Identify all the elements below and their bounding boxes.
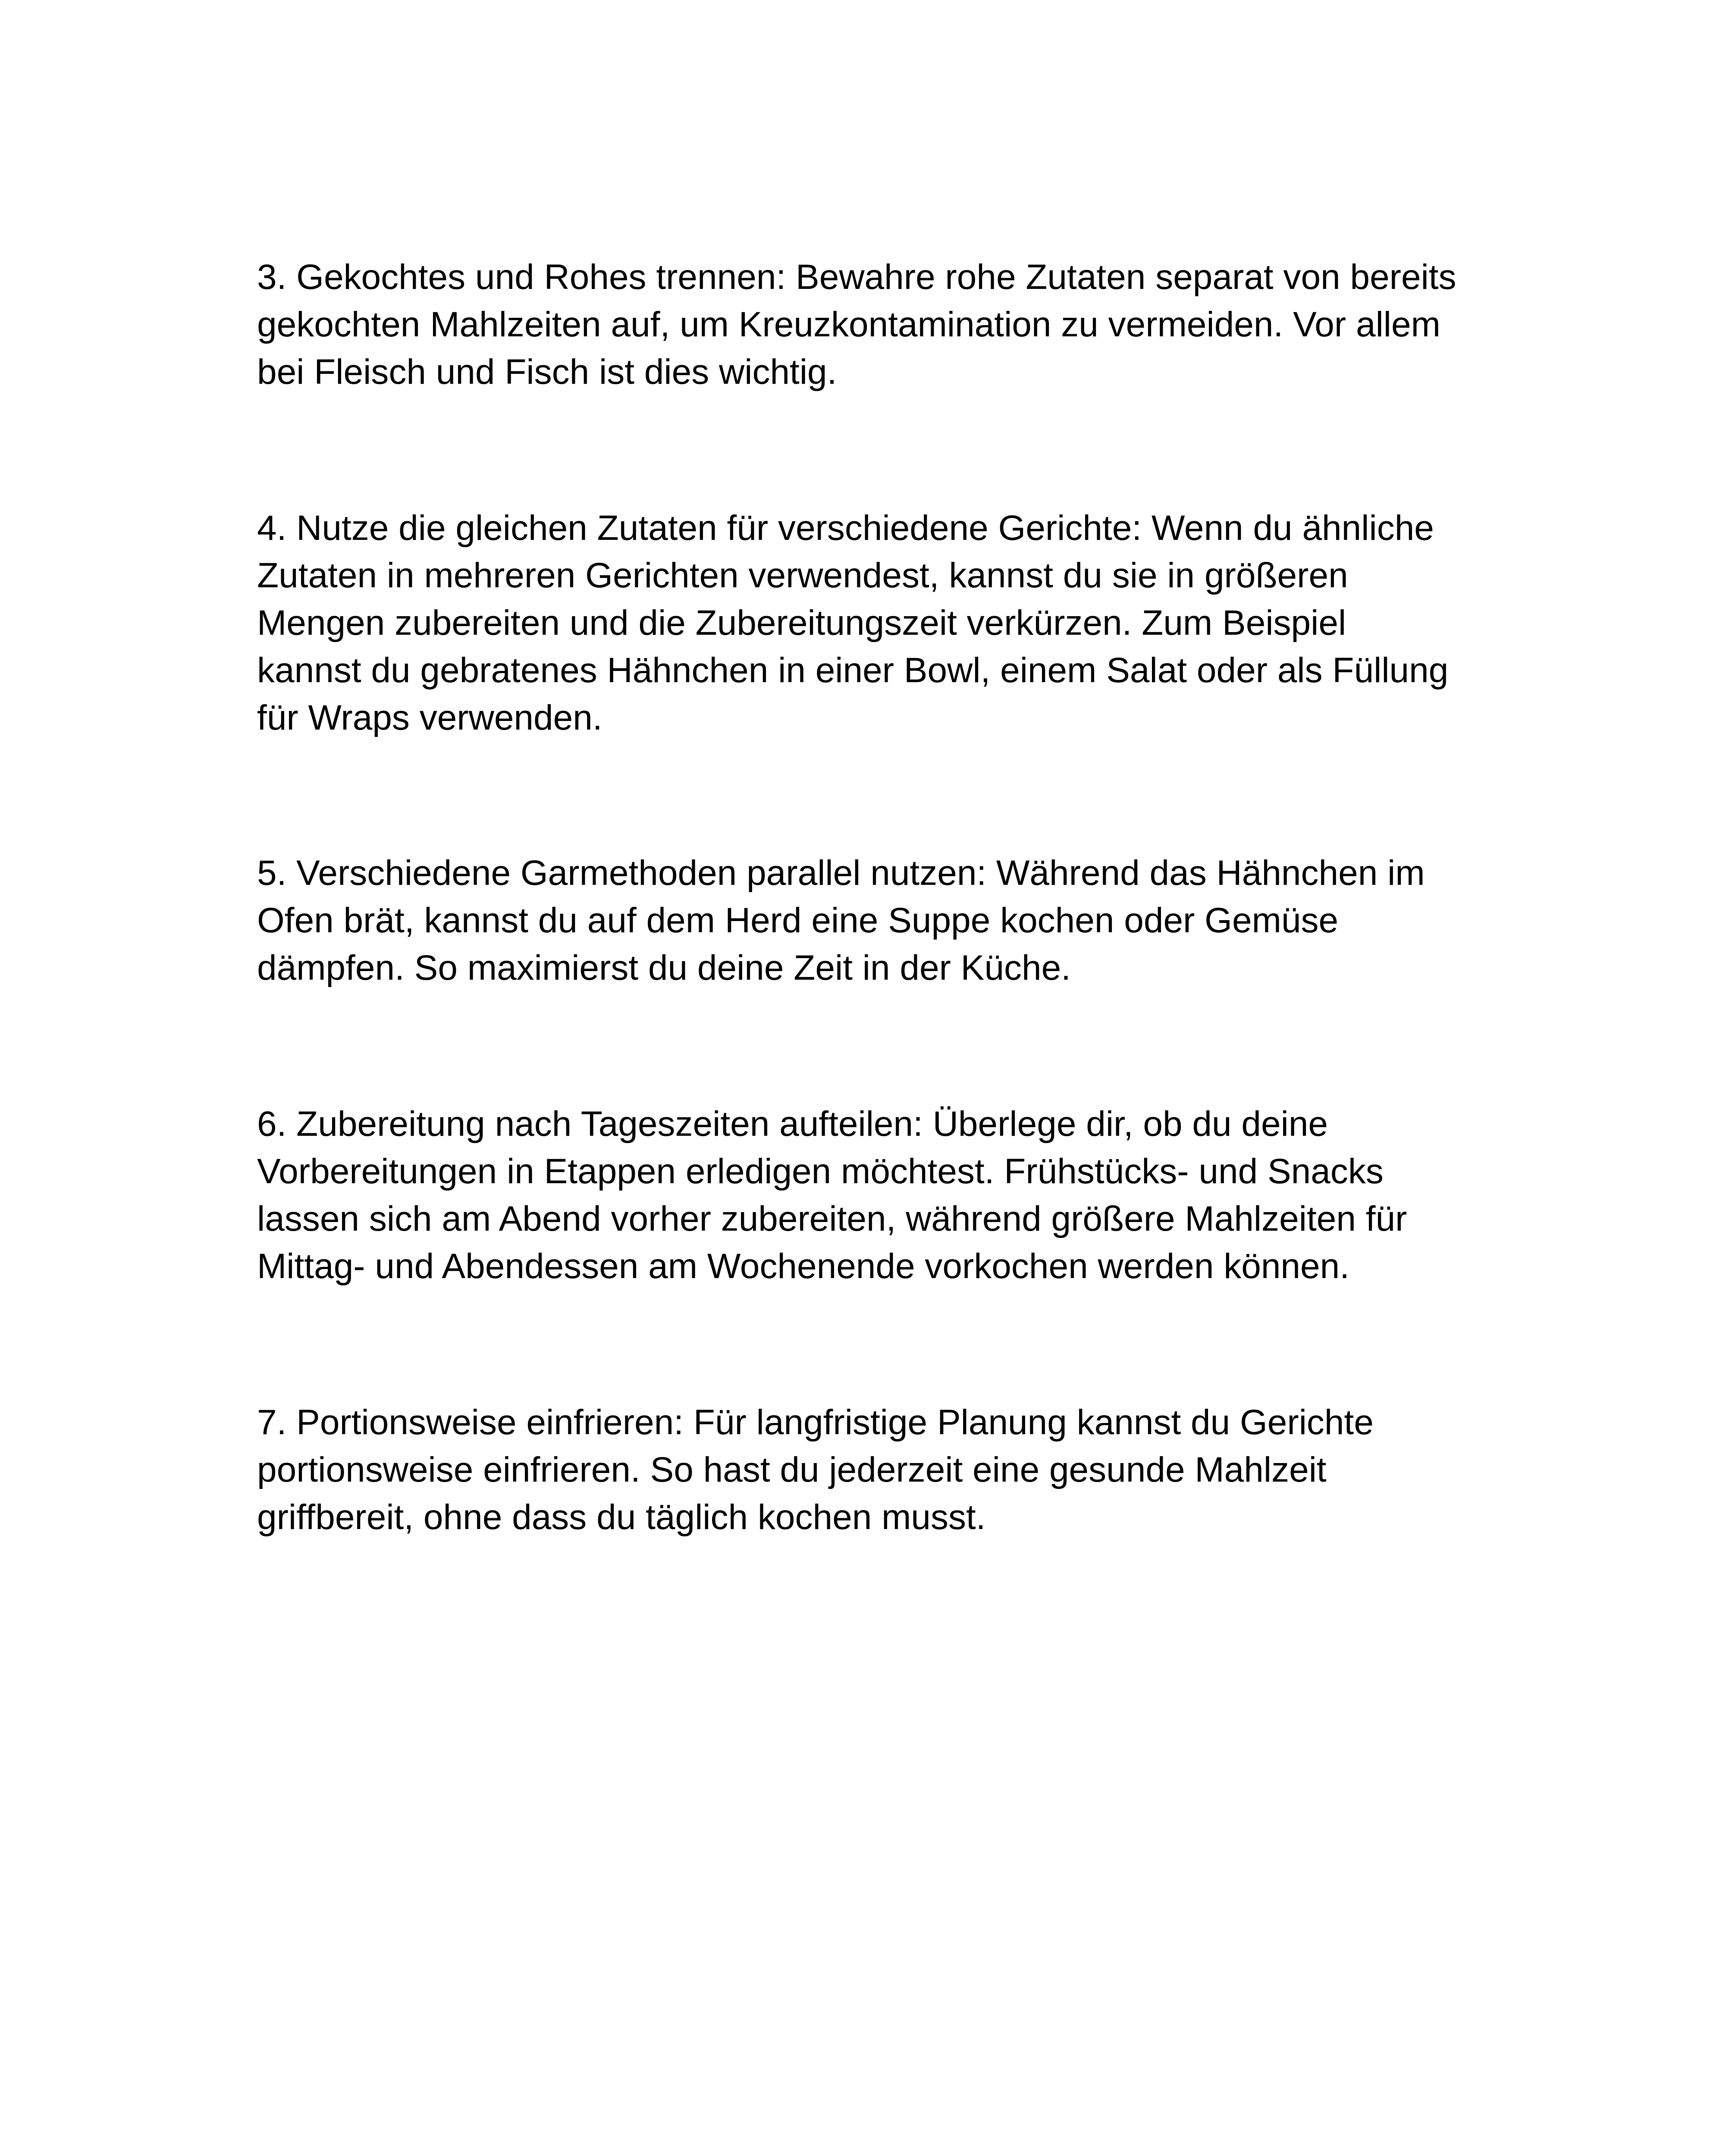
paragraph-tip-6: 6. Zubereitung nach Tageszeiten aufteilen: Überlege dir, ob du deine Vorbereitungen in Etappen erledigen möchtest. Frühstücks- und Snacks lassen sich am Abend vorher zubereiten, während größere Mahlzeiten für Mittag- und Abendessen am Wochenende vorkochen werden können. — [257, 1104, 1407, 1286]
paragraph-tip-5: 5. Verschiedene Garmethoden parallel nutzen: Während das Hähnchen im Ofen brät, kannst du auf dem Herd eine Suppe kochen oder Gemüse dämpfen. So maximierst du deine Zeit in der Küche. — [257, 853, 1425, 987]
paragraph-tip-4: 4. Nutze die gleichen Zutaten für verschiedene Gerichte: Wenn du ähnliche Zutaten in mehreren Gerichten verwendest, kannst du sie in größeren Mengen zubereiten und die Zubereitungszeit verkürzen. Zum Beispiel kannst du gebratenes Hähnchen in einer Bowl, einem Salat oder als Füllung für Wraps verwenden. — [257, 508, 1449, 737]
paragraph-tip-3: 3. Gekochtes und Rohes trennen: Bewahre rohe Zutaten separat von bereits gekochten Mahlzeiten auf, um Kreuzkontamination zu vermeiden. Vor allem bei Fleisch und Fisch ist dies wichtig. — [257, 257, 1456, 392]
paragraph-tip-7: 7. Portionsweise einfrieren: Für langfristige Planung kannst du Gerichte portionsweise einfrieren. So hast du jederzeit eine gesunde Mahlzeit griffbereit, ohne dass du täglich kochen musst. — [257, 1403, 1374, 1537]
